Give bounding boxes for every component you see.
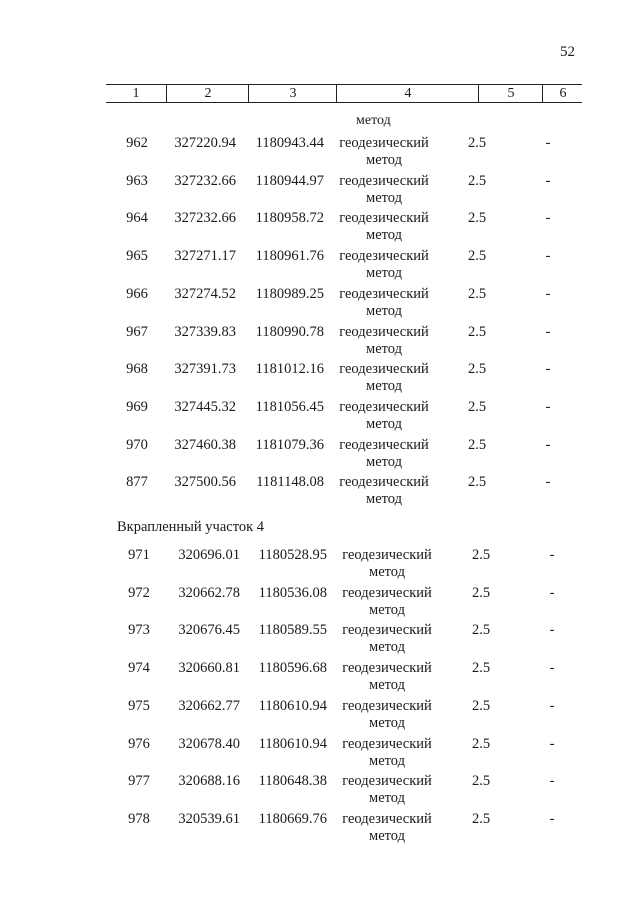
- table-row: [0, 811, 639, 849]
- accuracy-value: 2.5: [471, 660, 491, 677]
- table-row: [0, 286, 639, 324]
- y-coordinate: 1181012.16: [255, 361, 324, 378]
- method-line-2: метод: [369, 714, 405, 731]
- point-number: 975: [128, 697, 150, 714]
- x-coordinate: 327232.66: [174, 172, 236, 189]
- method-line-2: метод: [366, 415, 402, 432]
- table-row: [0, 173, 639, 211]
- y-coordinate: 1180943.44: [255, 135, 324, 151]
- dash-value: -: [545, 323, 551, 340]
- x-coordinate: 327274.52: [174, 285, 236, 302]
- method-line-2: метод: [369, 677, 405, 694]
- y-coordinate: 1180589.55: [258, 622, 327, 639]
- table-row: [0, 210, 639, 248]
- dash-value: -: [549, 584, 555, 601]
- method-line-2: метод: [369, 639, 405, 656]
- dash-value: -: [545, 210, 551, 227]
- accuracy-value: 2.5: [467, 398, 487, 415]
- header-col-5: 5: [478, 85, 543, 102]
- dash-value: -: [549, 773, 555, 790]
- point-number: 970: [126, 436, 148, 453]
- method-line-2: метод: [369, 790, 405, 807]
- x-coordinate: 327445.32: [174, 398, 236, 415]
- table-row: [0, 437, 639, 475]
- x-coordinate: 320539.61: [178, 810, 240, 827]
- table-row: [0, 399, 639, 437]
- table-row: [0, 324, 639, 362]
- header-col-3: 3: [248, 85, 337, 102]
- point-number: 965: [126, 248, 148, 265]
- point-number: 966: [126, 285, 148, 302]
- method-line-1: геодезический: [342, 660, 432, 677]
- table-row: [0, 622, 639, 660]
- point-number: 976: [128, 735, 150, 752]
- point-number: 969: [126, 398, 148, 415]
- accuracy-value: 2.5: [471, 773, 491, 790]
- point-number: 967: [126, 323, 148, 340]
- point-number: 971: [128, 547, 150, 563]
- accuracy-value: 2.5: [471, 810, 491, 827]
- method-line-1: геодезический: [339, 474, 429, 491]
- point-number: 968: [126, 361, 148, 378]
- y-coordinate: 1180610.94: [258, 697, 327, 714]
- method-line-1: геодезический: [342, 735, 432, 752]
- x-coordinate: 327232.66: [174, 210, 236, 227]
- method-line-2: метод: [366, 302, 402, 319]
- dash-value: -: [545, 285, 551, 302]
- x-coordinate: 327339.83: [174, 323, 236, 340]
- point-number: 972: [128, 584, 150, 601]
- y-coordinate: 1180944.97: [255, 172, 324, 189]
- table-row: [0, 660, 639, 698]
- y-coordinate: 1180989.25: [255, 285, 324, 302]
- dash-value: -: [549, 622, 555, 639]
- table-row: [0, 135, 639, 173]
- table-row: [0, 736, 639, 774]
- method-line-1: геодезический: [339, 135, 429, 151]
- y-coordinate: 1180669.76: [258, 810, 327, 827]
- x-coordinate: 320696.01: [178, 547, 240, 563]
- point-number: 964: [126, 210, 148, 227]
- method-line-2: метод: [369, 564, 405, 580]
- method-line-2: метод: [366, 378, 402, 395]
- accuracy-value: 2.5: [471, 697, 491, 714]
- y-coordinate: 1180596.68: [258, 660, 327, 677]
- method-line-1: геодезический: [339, 361, 429, 378]
- table-row: [0, 248, 639, 286]
- y-coordinate: 1180990.78: [255, 323, 324, 340]
- accuracy-value: 2.5: [467, 172, 487, 189]
- dash-value: -: [549, 660, 555, 677]
- y-coordinate: 1180610.94: [258, 735, 327, 752]
- method-line-2: метод: [366, 152, 402, 168]
- dash-value: -: [545, 474, 551, 491]
- accuracy-value: 2.5: [467, 135, 487, 151]
- method-line-1: геодезический: [342, 773, 432, 790]
- accuracy-value: 2.5: [467, 361, 487, 378]
- dash-value: -: [549, 697, 555, 714]
- dash-value: -: [549, 810, 555, 827]
- method-line-1: геодезический: [342, 584, 432, 601]
- method-line-1: геодезический: [342, 547, 432, 563]
- continued-method-text: метод: [356, 113, 391, 128]
- point-number: 973: [128, 622, 150, 639]
- point-number: 974: [128, 660, 150, 677]
- x-coordinate: 327391.73: [174, 361, 236, 378]
- y-coordinate: 1180648.38: [258, 773, 327, 790]
- header-col-4: 4: [336, 85, 479, 102]
- accuracy-value: 2.5: [471, 584, 491, 601]
- method-line-2: метод: [366, 189, 402, 206]
- dash-value: -: [549, 547, 555, 563]
- method-line-2: метод: [366, 265, 402, 282]
- x-coordinate: 320660.81: [178, 660, 240, 677]
- method-line-1: геодезический: [339, 285, 429, 302]
- table-row: [0, 773, 639, 811]
- method-line-2: метод: [366, 227, 402, 244]
- method-line-1: геодезический: [342, 697, 432, 714]
- point-number: 977: [128, 773, 150, 790]
- page-number: 52: [560, 44, 575, 60]
- method-line-1: геодезический: [339, 210, 429, 227]
- accuracy-value: 2.5: [467, 323, 487, 340]
- table-row: [0, 585, 639, 623]
- y-coordinate: 1180958.72: [255, 210, 324, 227]
- method-line-2: метод: [369, 601, 405, 618]
- method-line-2: метод: [369, 752, 405, 769]
- method-line-2: метод: [366, 453, 402, 470]
- x-coordinate: 320688.16: [178, 773, 240, 790]
- method-line-1: геодезический: [339, 398, 429, 415]
- accuracy-value: 2.5: [471, 622, 491, 639]
- dash-value: -: [549, 735, 555, 752]
- dash-value: -: [545, 135, 551, 151]
- method-line-2: метод: [366, 491, 402, 508]
- accuracy-value: 2.5: [467, 474, 487, 491]
- table-row: [0, 698, 639, 736]
- x-coordinate: 320662.78: [178, 584, 240, 601]
- header-col-6: 6: [542, 85, 583, 102]
- method-line-1: геодезический: [339, 436, 429, 453]
- point-number: 877: [126, 474, 148, 491]
- x-coordinate: 327500.56: [174, 474, 236, 491]
- accuracy-value: 2.5: [467, 210, 487, 227]
- accuracy-value: 2.5: [467, 248, 487, 265]
- method-line-1: геодезический: [339, 172, 429, 189]
- section-title: Вкрапленный участок 4: [117, 519, 265, 535]
- point-number: 962: [126, 135, 148, 151]
- x-coordinate: 327460.38: [174, 436, 236, 453]
- dash-value: -: [545, 436, 551, 453]
- dash-value: -: [545, 361, 551, 378]
- header-col-1: 1: [132, 86, 140, 101]
- y-coordinate: 1180528.95: [258, 547, 327, 563]
- y-coordinate: 1181148.08: [256, 474, 324, 491]
- x-coordinate: 320662.77: [178, 697, 240, 714]
- dash-value: -: [545, 172, 551, 189]
- y-coordinate: 1180536.08: [258, 584, 327, 601]
- x-coordinate: 327220.94: [174, 135, 236, 151]
- table-row: [0, 474, 639, 512]
- accuracy-value: 2.5: [471, 547, 491, 563]
- x-coordinate: 320678.40: [178, 735, 240, 752]
- method-line-2: метод: [366, 340, 402, 357]
- method-line-1: геодезический: [339, 248, 429, 265]
- y-coordinate: 1181079.36: [255, 436, 324, 453]
- x-coordinate: 320676.45: [178, 622, 240, 639]
- x-coordinate: 327271.17: [174, 248, 236, 265]
- dash-value: -: [545, 398, 551, 415]
- point-number: 963: [126, 172, 148, 189]
- method-line-1: геодезический: [342, 810, 432, 827]
- accuracy-value: 2.5: [467, 436, 487, 453]
- method-line-2: метод: [369, 827, 405, 844]
- method-line-1: геодезический: [342, 622, 432, 639]
- header-col-2: 2: [166, 85, 249, 102]
- point-number: 978: [128, 810, 150, 827]
- dash-value: -: [545, 248, 551, 265]
- accuracy-value: 2.5: [471, 735, 491, 752]
- y-coordinate: 1181056.45: [255, 398, 324, 415]
- table-header: [106, 84, 582, 103]
- y-coordinate: 1180961.76: [255, 248, 324, 265]
- method-line-1: геодезический: [339, 323, 429, 340]
- table-row: [0, 361, 639, 399]
- accuracy-value: 2.5: [467, 285, 487, 302]
- table-row: [0, 547, 639, 585]
